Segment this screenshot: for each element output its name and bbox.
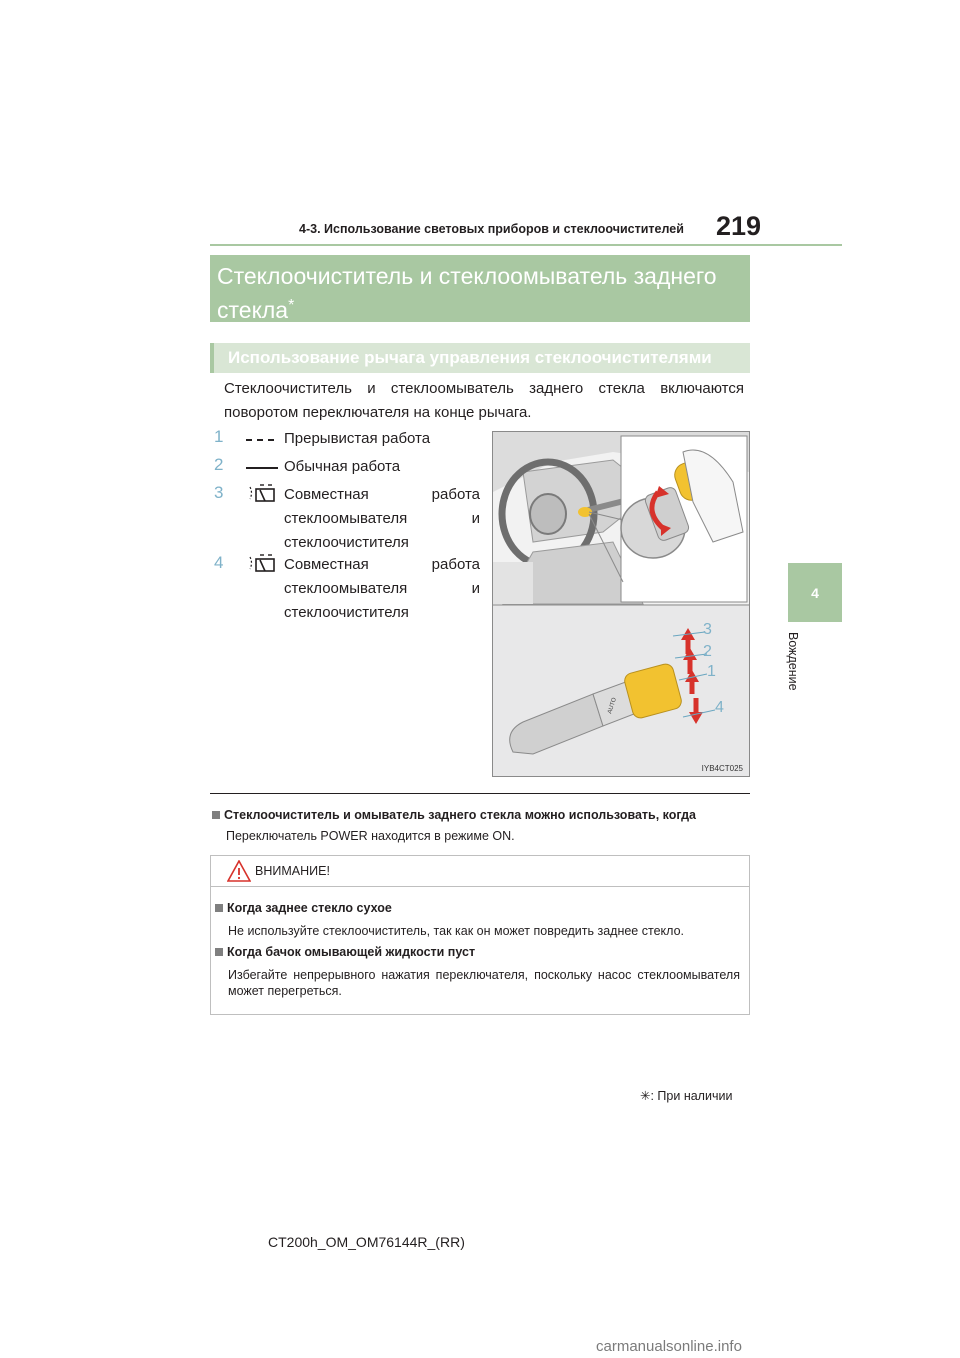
legend-text-line: Обычная работа — [284, 458, 401, 475]
legend-text-line: Совместная работа — [284, 556, 480, 573]
watermark: carmanualsonline.info — [596, 1338, 742, 1355]
chapter-tab[interactable]: 4 — [788, 563, 842, 622]
caution-item-body: Избегайте непрерывного нажатия переключателя, поскольку насос стеклоомывателя может перегреться. — [228, 968, 740, 998]
note-heading — [212, 808, 696, 822]
main-title-text: Стеклоочиститель и стеклоомыватель заднего стекла — [217, 263, 717, 323]
legend-text-line: Прерывистая работа — [284, 430, 431, 447]
rear-washer-icon — [244, 483, 280, 507]
caution-header — [211, 856, 749, 887]
intro-paragraph: Стеклоочиститель и стеклоомыватель заднего стекла включаются поворотом переключателя на конце рычага. — [224, 380, 744, 421]
callout-3: 3 — [703, 621, 712, 638]
caution-item-body: Не используйте стеклоочиститель, так как он может повредить заднее стекло. — [228, 924, 684, 938]
callout-2: 2 — [703, 643, 712, 660]
solid-line-icon — [244, 458, 280, 478]
figure-code: IYB4CT025 — [701, 764, 743, 773]
asterisk-icon: ✳ — [640, 1089, 651, 1103]
wiper-lever-illustration — [492, 431, 750, 777]
legend-text-line: стеклоочистителя — [284, 604, 409, 621]
availability-text: : При наличии — [650, 1089, 733, 1103]
caution-item-heading — [215, 901, 392, 915]
manual-code: CT200h_OM_OM76144R_(RR) — [268, 1234, 465, 1250]
subsection-title-box — [210, 343, 750, 373]
legend-text-line: стеклоомывателя и — [284, 580, 480, 597]
callout-number: 1 — [214, 427, 224, 446]
availability-mark: * — [288, 297, 295, 314]
page-number: 219 — [716, 211, 762, 241]
legend-item-3 — [214, 483, 484, 555]
caution-label: ВНИМАНИЕ! — [255, 864, 330, 878]
legend-item-1 — [214, 427, 484, 451]
caution-item-heading — [215, 945, 475, 959]
header-rule — [210, 244, 842, 246]
note-heading-text: Стеклоочиститель и омыватель заднего стекла можно использовать, когда — [224, 808, 697, 822]
legend-text-line: стеклоомывателя и — [284, 510, 480, 527]
main-title-box — [210, 255, 750, 322]
caution-box — [210, 855, 750, 1015]
callout-4: 4 — [715, 699, 724, 716]
caution-item-heading-text: Когда бачок омывающей жидкости пуст — [227, 945, 476, 959]
legend-item-2 — [214, 455, 484, 479]
chapter-label — [786, 632, 802, 702]
dashed-line-icon — [244, 430, 280, 450]
section-title: 4-3. Использование световых приборов и стеклоочистителей — [299, 222, 684, 236]
main-title — [217, 261, 747, 325]
callout-1: 1 — [707, 663, 716, 680]
illustration-drawing — [493, 432, 749, 776]
availability-note — [640, 1088, 732, 1103]
legend-text-line: Совместная работа — [284, 486, 480, 503]
note-body: Переключатель POWER находится в режиме ON. — [226, 829, 515, 843]
square-bullet-icon — [215, 904, 223, 912]
subsection-title: Использование рычага управления стеклоочистителями — [228, 348, 712, 367]
separator-rule — [210, 793, 750, 794]
chapter-label-text: Вождение — [786, 632, 800, 691]
caution-item-heading-text: Когда заднее стекло сухое — [227, 901, 392, 915]
legend-text-line: стеклоочистителя — [284, 534, 409, 551]
square-bullet-icon — [215, 948, 223, 956]
auto-marking: AUTO — [607, 697, 619, 715]
callout-number: 2 — [214, 455, 224, 474]
warning-triangle-icon — [227, 860, 251, 882]
square-bullet-icon — [212, 811, 220, 819]
rear-washer-icon — [244, 553, 280, 577]
callout-number: 3 — [214, 483, 224, 502]
callout-number: 4 — [214, 553, 224, 572]
legend-item-4 — [214, 553, 484, 625]
